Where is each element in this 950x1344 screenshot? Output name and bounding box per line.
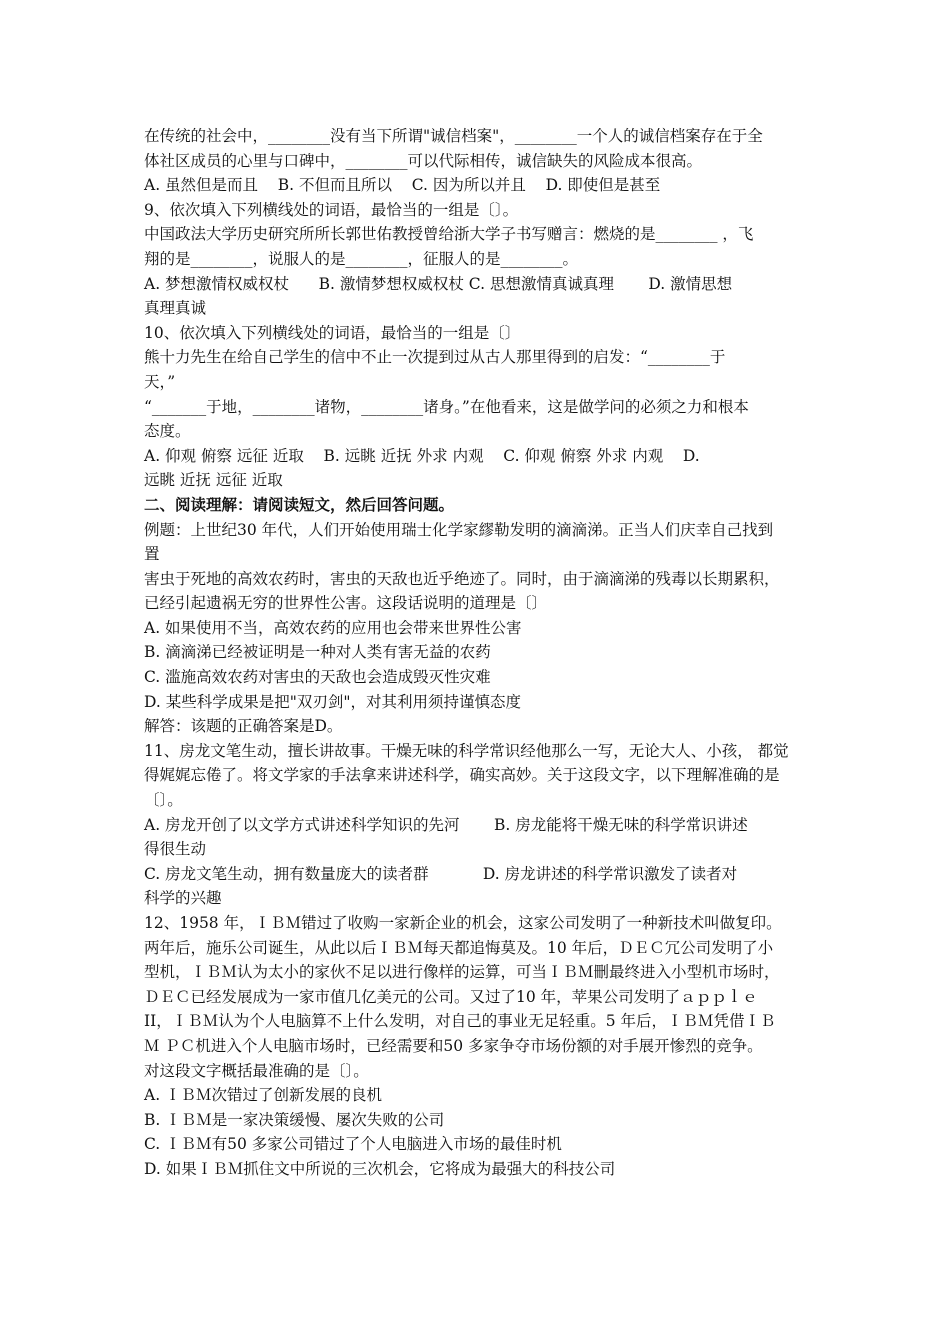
text-line: 熊十力先生在给自己学生的信中不止一次提到过从古人那里得到的启发：“________于 (144, 348, 726, 367)
option-a: A. 如果使用不当，高效农药的应用也会带来世界性公害 (144, 618, 522, 637)
text-line: 中国政法大学历史研究所所长郭世佑教授曾给浙大学子书写赠言：燃烧的是________ ，飞 (144, 225, 754, 244)
text-line: 在传统的社会中，________没有当下所谓"诚信档案"，________一个人的诚信档案存在于全 (144, 127, 763, 145)
answer-options: 科学的兴趣 (144, 889, 222, 908)
example-text: 害虫于死地的高效农药时，害虫的天敌也近乎绝迹了。同时，由于滴滴涕的残毒以长期累积， (144, 569, 780, 588)
answer-options: C. 房龙文笔生动，拥有数量庞大的读者群 D. 房龙讲述的科学常识激发了读者对 (144, 864, 738, 883)
section-heading: 二、阅读理解：请阅读短文，然后回答问题。 (144, 494, 455, 514)
text-line: Ｍ ＰＣ机进入个人电脑市场时，已经需要和50 多家争夺市场份额的对手展开惨烈的竞争。 (144, 1036, 763, 1055)
answer-text: 解答：该题的正确答案是D。 (144, 717, 343, 736)
text-line: 天，” (144, 372, 176, 391)
option-a: A. ＩＢＭ次错过了创新发展的良机 (144, 1086, 383, 1105)
text-line: 型机，ＩＢＭ认为太小的家伙不足以进行像样的运算，可当ＩＢＭ刪最终进入小型机市场时， (144, 963, 780, 982)
question-11: 11、房龙文笔生动，擅长讲故事。干燥无味的科学常识经他那么一写，无论大人、小孩， 都觉 (144, 741, 789, 760)
option-b: B. 滴滴涕已经被证明是一种对人类有害无益的农药 (144, 643, 491, 662)
option-c: C. ＩＢＭ有50 多家公司错过了个人电脑进入市场的最佳时机 (144, 1135, 562, 1154)
text-line: 体社区成员的心里与口碑中，________可以代际相传，诚信缺失的风险成本很高。 (144, 151, 703, 170)
example-text: 置 (144, 545, 160, 564)
question-12: 12、1958 年，ＩＢＭ错过了收购一家新企业的机会，这家公司发明了一种新技术叫做复印。 (144, 914, 782, 932)
text-line: 两年后，施乐公司诞生，从此以后ＩＢＭ每天都追悔莫及。10 年后，ＤＥＣ冗公司发明了小 (144, 938, 774, 957)
text-line: 〔〕。 (144, 791, 183, 810)
text-line: 得娓娓忘倦了。将文学家的手法拿来讲述科学，确实高妙。关于这段文字，以下理解准确的是 (144, 766, 780, 785)
text-line: II，ＩＢＭ认为个人电脑算不上什么发明，对自己的事业无足轻重。5 年后，ＩＢＭ凭借ＩＢ (144, 1012, 776, 1031)
answer-options: 远眺 近抚 远征 近取 (144, 471, 283, 490)
text-line: 态度。 (144, 422, 191, 441)
document-page (144, 124, 812, 1182)
answer-options: A. 房龙开创了以文学方式讲述科学知识的先河 B. 房龙能将干燥无味的科学常识讲述 (144, 815, 748, 834)
example-text: 已经引起遗祸无穷的世界性公害。这段话说明的道理是〔〕 (144, 594, 548, 613)
text-line: 翔的是________，说服人的是________，征服人的是________。 (144, 249, 579, 268)
option-b: B. ＩＢＭ是一家决策缓慢、屡次失败的公司 (144, 1110, 445, 1129)
answer-options: 得很生动 (144, 840, 207, 859)
example-text: 例题：上世纪30 年代，人们开始使用瑞士化学家繆勒发明的滴滴涕。正当人们庆幸自己找到 (144, 520, 774, 539)
question-10: 10、依次填入下列横线处的词语，最恰当的一组是〔〕 (144, 323, 521, 342)
text-line: 对这段文字概括最准确的是〔〕。 (144, 1061, 369, 1080)
answer-options: A. 虽然但是而且 B. 不但而且所以 C. 因为所以并且 D. 即使但是甚至 (144, 176, 661, 195)
text-line: “_______于地，________诸物，________诸身。”在他看来，这是做学问的必须之力和根本 (144, 397, 749, 416)
text-line: ＤＥＣ已经发展成为一家市值几亿美元的公司。又过了10 年，苹果公司发明了ａｐｐｌｅ (144, 987, 758, 1006)
answer-options: A. 仰观 俯察 远征 近取 B. 远眺 近抚 外求 内观 C. 仰观 俯察 外求 内观 D. (144, 446, 700, 465)
answer-options: A. 梦想激情权威权杖 B. 激情梦想权威权杖 C. 思想激情真诚真理 D. 激情思想 (144, 274, 733, 293)
option-d: D. 如果ＩＢＭ抓住文中所说的三次机会，它将成为最强大的科技公司 (144, 1159, 616, 1178)
question-9: 9、依次填入下列横线处的词语，最恰当的一组是〔〕。 (144, 200, 519, 219)
option-c: C. 滥施高效农药对害虫的天敌也会造成毁灭性灾难 (144, 668, 491, 687)
option-d: D. 某些科学成果是把"双刃剑"，对其利用须持谨慎态度 (144, 692, 521, 711)
answer-options: 真理真诚 (144, 299, 207, 318)
